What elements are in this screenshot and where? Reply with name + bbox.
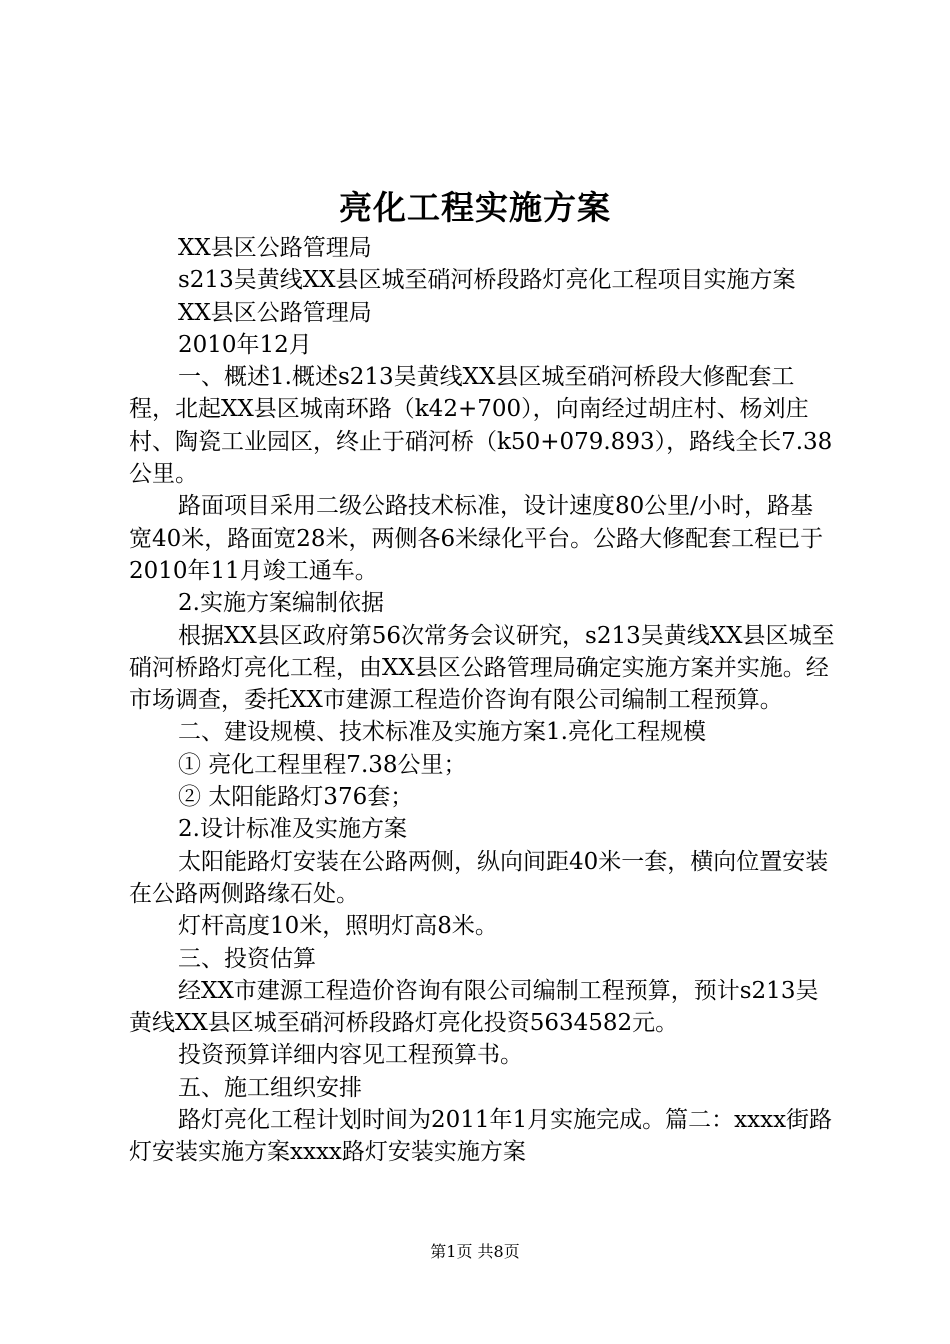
- paragraph-date: 2010年12月: [178, 331, 312, 358]
- paragraph-installation: 太阳能路灯安装在公路两侧，纵向间距40米一套，横向位置安装在公路两侧路缘石处。: [129, 848, 829, 907]
- paragraph-road-standard: 路面项目采用二级公路技术标准，设计速度80公里/小时，路基宽40米，路面宽28米，两侧各6米绿化平台。公路大修配套工程已于2010年11月竣工通车。: [129, 493, 824, 584]
- paragraph-budget-note: 投资预算详细内容见工程预算书。: [178, 1042, 523, 1069]
- paragraph-investment: 经XX市建源工程造价咨询有限公司编制工程预算，预计s213吴黄线XX县区城至硝河桥段路灯亮化投资5634582元。: [129, 977, 819, 1037]
- paragraph-construction-heading: 五、施工组织安排: [178, 1074, 362, 1101]
- paragraph-investment-heading: 三、投资估算: [178, 945, 316, 972]
- paragraph-overview: 一、概述1.概述s213吴黄线XX县区城至硝河桥段大修配套工程，北起XX县区城南环路（k42+700），向南经过胡庄村、杨刘庄村、陶瓷工业园区，终止于硝河桥（k50+079.893），路线全长7.38公里。: [129, 364, 833, 488]
- paragraph-issuer: XX县区公路管理局: [178, 235, 372, 261]
- page-footer: 第1页 共8页: [430, 1242, 520, 1261]
- paragraph-design-heading: 2.设计标准及实施方案: [178, 816, 407, 843]
- paragraph-issuer-repeat: XX县区公路管理局: [178, 299, 372, 326]
- paragraph-schedule: 路灯亮化工程计划时间为2011年1月实施完成。篇二：xxxx街路灯安装实施方案xxxx路灯安装实施方案: [129, 1107, 833, 1166]
- paragraph-scale-heading: 二、建设规模、技术标准及实施方案1.亮化工程规模: [178, 719, 706, 746]
- document-title: 亮化工程实施方案: [339, 188, 611, 227]
- paragraph-scale-item-2: ② 太阳能路灯376套；: [178, 784, 414, 811]
- document-body: [129, 232, 835, 1169]
- paragraph-basis-heading: 2.实施方案编制依据: [178, 590, 384, 617]
- paragraph-project-name: s213吴黄线XX县区城至硝河桥段路灯亮化工程项目实施方案: [178, 267, 796, 294]
- paragraph-scale-item-1: ① 亮化工程里程7.38公里；: [178, 751, 467, 778]
- paragraph-pole-height: 灯杆高度10米，照明灯高8米。: [178, 913, 498, 940]
- paragraph-basis: 根据XX县区政府第56次常务会议研究，s213吴黄线XX县区城至硝河桥路灯亮化工程，由XX县区公路管理局确定实施方案并实施。经市场调查，委托XX市建源工程造价咨询有限公司编制工程预算。: [129, 622, 835, 714]
